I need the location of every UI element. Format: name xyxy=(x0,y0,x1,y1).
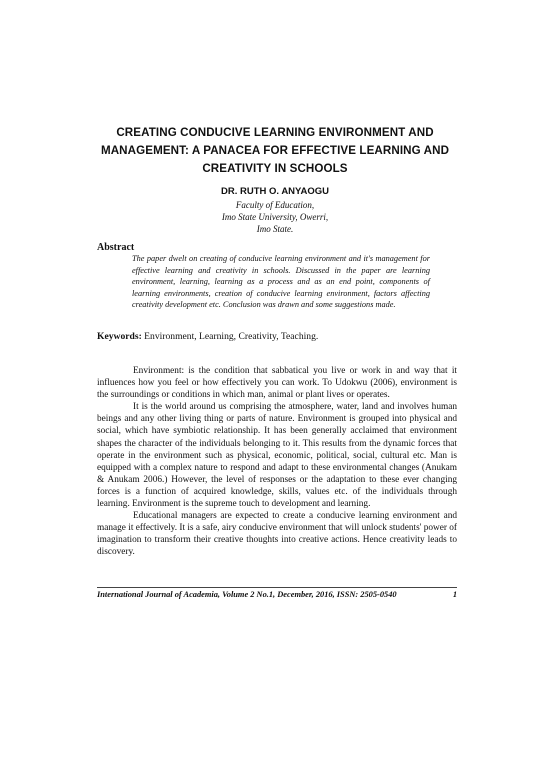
page-footer xyxy=(97,590,457,599)
affiliation-line: Imo State University, Owerri, xyxy=(221,212,329,222)
keywords-text: Environment, Learning, Creativity, Teaching. xyxy=(144,331,319,342)
affiliation-line: Faculty of Education, xyxy=(235,200,315,210)
body-paragraph: Environment: is the condition that sabbatical you live or work in and way that it influences how you feel or how effectively you can work. To Udokwu (2006), environment is the surroundings or conditions in which man, animal or plant lives or operates. xyxy=(97,366,457,401)
keywords-label: Keywords: xyxy=(97,331,142,342)
keywords xyxy=(97,331,457,342)
page-number: 1 xyxy=(452,590,457,599)
paper-title: CREATING CONDUCIVE LEARNING ENVIRONMENT AND MANAGEMENT: A PANACEA FOR EFFECTIVE LEARNING AND CREATIVITY IN SCHOOLS xyxy=(100,126,450,175)
footer-rule xyxy=(97,587,457,588)
body-paragraph: It is the world around us comprising the atmosphere, water, land and involves human beings and any other living thing or parts of nature. Environment is grouped into physical and social, which have symbiotic relationship. It has been generally acclaimed that environment shapes the character of the individuals belonging to it. This results from the dynamic forces that operate in the environment such as physical, economic, political, social, cultural etc. Man is equipped with a complex nature to respond and adapt to these environmental changes (Anukam & Anukam 2006.) However, the level of responses or the adaptation to these ever changing forces is a function of acquired knowledge, skills, values etc. of the individuals through learning. Environment is the supreme touch to development and learning. xyxy=(97,402,457,510)
abstract-heading: Abstract xyxy=(97,242,135,253)
body-text xyxy=(97,365,457,559)
author-name: DR. RUTH O. ANYAOGU xyxy=(220,186,330,197)
abstract-text: The paper dwelt on creating of conducive learning environment and it's management for effective learning and creativity in schools. Discussed in the paper are learning environment, learning, learning as a process and as an end point, components of learning environments, creation of conducive learning environment, factors affecting creativity development etc. Conclusion was drawn and some suggestions made. xyxy=(132,254,430,310)
journal-citation: International Journal of Academia, Volume 2 No.1, December, 2016, ISSN: 2505-0540 xyxy=(97,590,397,599)
body-paragraph: Educational managers are expected to create a conducive learning environment and manage it effectively. It is a safe, airy conducive environment that will unlock students' power of imagination to transform their creative thoughts into creative actions. Hence creativity leads to discovery. xyxy=(97,511,458,558)
author-affiliation xyxy=(0,199,550,235)
affiliation-line: Imo State. xyxy=(256,224,294,234)
